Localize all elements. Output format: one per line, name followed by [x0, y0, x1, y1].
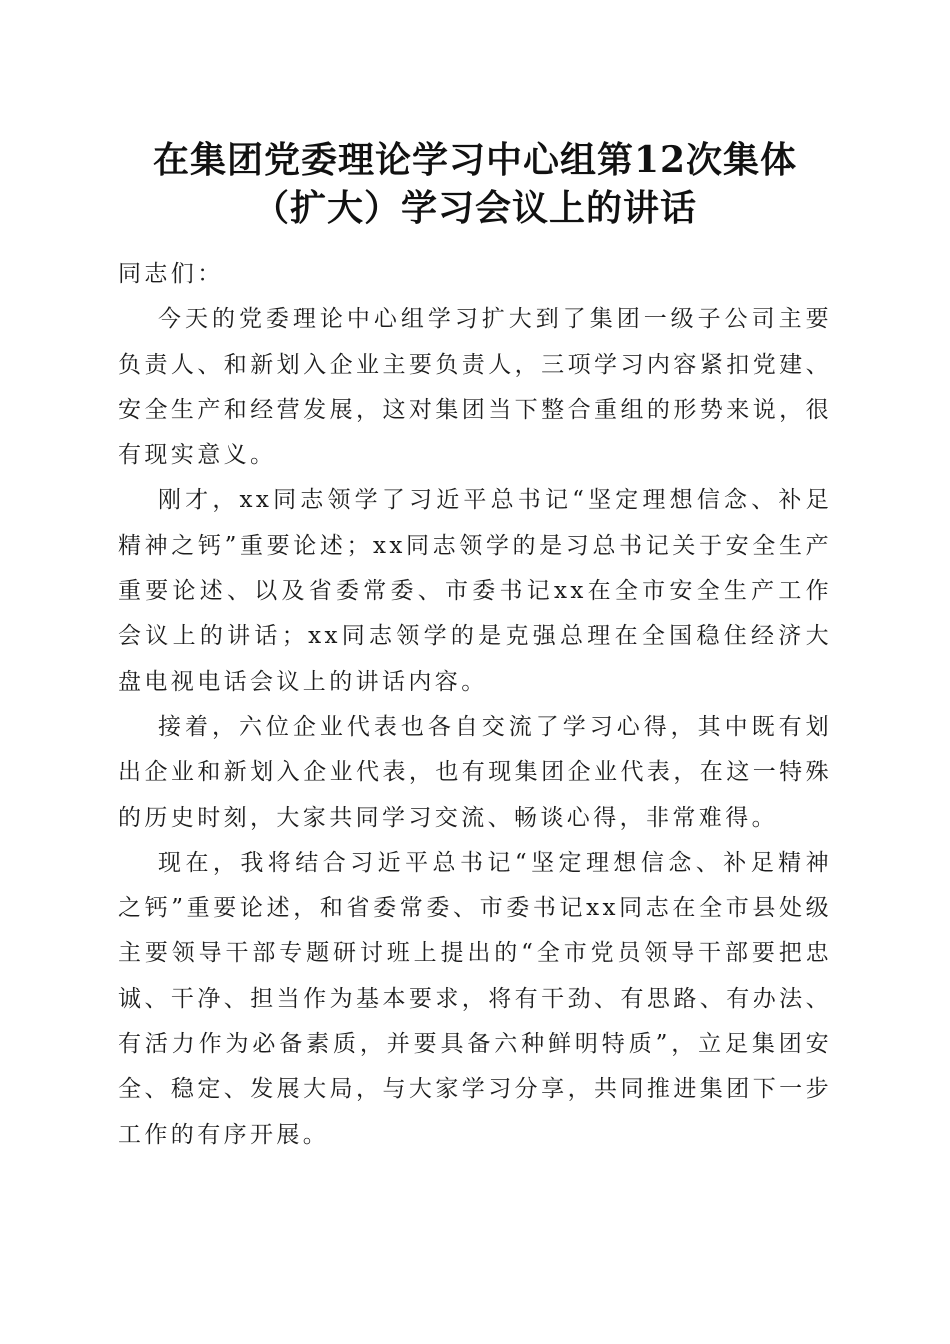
paragraph-3: 接着，六位企业代表也各自交流了学习心得，其中既有划出企业和新划入企业代表，也有现集团企业代表，在这一特殊的历史时刻，大家共同学习交流、畅谈心得，非常难得。: [118, 713, 832, 831]
document-title: 在集团党委理论学习中心组第12次集体（扩大）学习会议上的讲话: [152, 139, 798, 229]
paragraph-1: 今天的党委理论中心组学习扩大到了集团一级子公司主要负责人、和新划入企业主要负责人，三项学习内容紧扣党建、安全生产和经营发展，这对集团当下整合重组的形势来说，很有现实意义。: [118, 306, 832, 469]
salutation: 同志们：: [118, 261, 224, 287]
paragraph-2: 刚才，xx同志领学了习近平总书记“坚定理想信念、补足精神之钙”重要论述；xx同志领学的是习总书记关于安全生产重要论述、以及省委常委、市委书记xx在全市安全生产工作会议上的讲话；xx同志领学的是克强总理在全国稳住经济大盘电视电话会议上的讲话内容。: [118, 487, 832, 695]
document-body: [118, 252, 832, 1158]
paragraph-4: 现在，我将结合习近平总书记“坚定理想信念、补足精神之钙”重要论述，和省委常委、市委书记xx同志在全市县处级主要领导干部专题研讨班上提出的“全市党员领导干部要把忠诚、干净、担当作为基本要求，将有干劲、有思路、有办法、有活力作为必备素质，并要具备六种鲜明特质”，立足集团安全、稳定、发展大局，与大家学习分享，共同推进集团下一步工作的有序开展。: [118, 849, 832, 1148]
